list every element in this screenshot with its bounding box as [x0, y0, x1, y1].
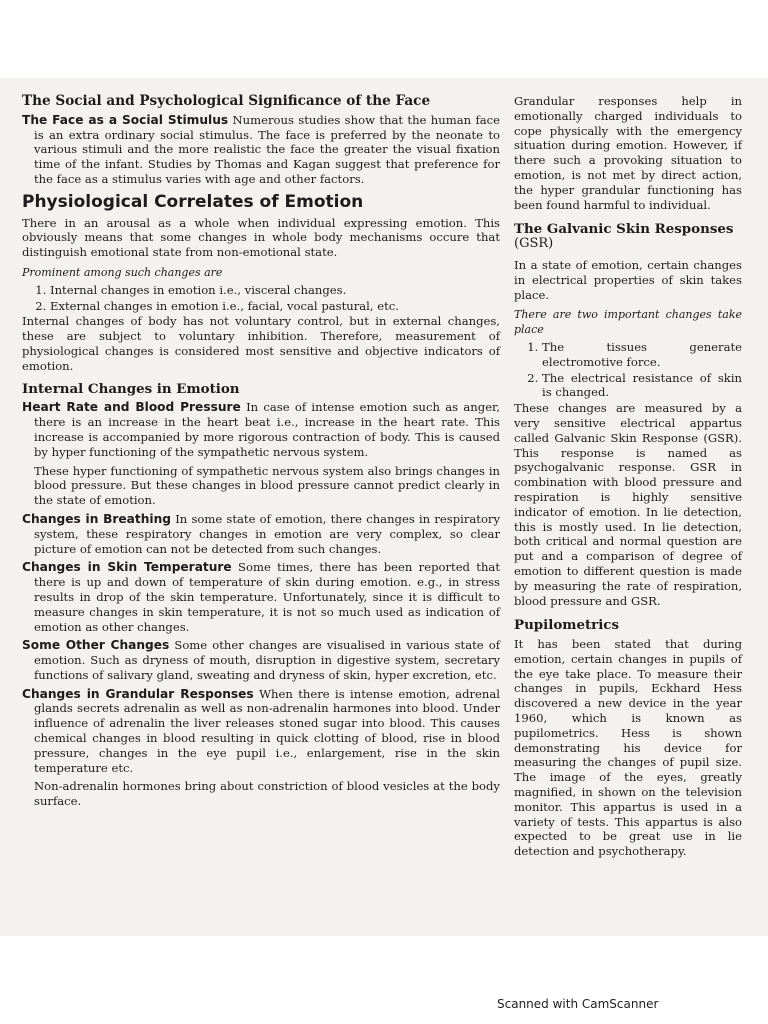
paragraph-heart-rate: [22, 400, 500, 459]
heading-galvanic-skin: The Galvanic Skin Responses: [514, 221, 734, 238]
gsr-changes-label: There are two important changes take place: [514, 308, 742, 337]
text-skin-temperature: Some times, there has been reported that there is up and down of temperature of skin during emotion. e.g., in stress results in drop of the skin temperature. Unfortunately, since it is difficult to measure changes in skin temperature, it is not so much used as indication of emotion as other changes.: [34, 560, 501, 634]
prominent-changes-label: Prominent among such changes are: [22, 265, 223, 279]
heading-social-significance: The Social and Psychological Significance of the Face: [22, 93, 431, 109]
paragraph-face-stimulus: [22, 113, 500, 187]
heading-gsr-abbrev: (GSR): [514, 236, 554, 252]
list-item: 2. External changes in emotion i.e., facial, vocal pastural, etc.: [50, 299, 500, 314]
heading-physiological-correlates: Physiological Correlates of Emotion: [22, 191, 364, 212]
runin-heart-rate: Heart Rate and Blood Pressure: [22, 400, 241, 415]
list-item: 2. The electrical resistance of skin is changed.: [542, 371, 742, 401]
paragraph-grandular-continued: Grandular responses help in emotionally charged individuals to cope physically with the emergency situation during emotion. However, if there such a provoking situation to emotion, is not met by direct action, the hyper grandular functioning has been found harmful to individual.: [514, 94, 742, 212]
paragraph-grandular-responses: [22, 687, 500, 776]
heading-internal-changes: Internal Changes in Emotion: [22, 380, 240, 397]
paragraph-other-changes: [22, 638, 500, 682]
paragraph-gsr-intro: In a state of emotion, certain changes in electrical properties of skin takes place.: [514, 257, 742, 302]
left-column: [22, 94, 500, 813]
runin-breathing: Changes in Breathing: [22, 511, 171, 526]
paragraph-gsr-measurement: These changes are measured by a very sensitive electrical appartus called Galvanic Skin Response (GSR). This response is named as psychogalvanic response. GSR in combination with blood pressure and respiration is highly sensitive indicator of emotion. In lie detection, this is mostly used. In lie detection, both critical and normal question are put and a comparison of degree of emotion to different question is made by measuring the rate of respiration, blood pressure and GSR.: [514, 401, 742, 608]
changes-list: [22, 283, 500, 314]
runin-other-changes: Some Other Changes: [22, 638, 170, 653]
paragraph-skin-temperature: [22, 560, 500, 634]
paragraph-blood-pressure: These hyper functioning of sympathetic nervous system also brings changes in blood pressure. But these changes in blood pressure cannot predict clearly in the state of emotion.: [34, 463, 500, 508]
runin-skin-temperature: Changes in Skin Temperature: [22, 560, 232, 575]
right-column: [514, 94, 742, 861]
runin-face-stimulus: The Face as a Social Stimulus: [22, 112, 229, 127]
text-grandular-responses: When there is intense emotion, adrenal glands secrets adrenalin as well as non-adrenalin harmones into blood. Under influence of adrenalin the liver releases stoned sugar into blood. This causes chemical changes in blood resulting in quick clotting of blood, rise in blood pressure, changes in the eye pupil i.e., enlargement, rise in the skin temperature etc.: [34, 686, 500, 775]
text-other-changes: Some other changes are visualised in various state of emotion. Such as dryness of mouth, disruption in digestive system, secretary functions of salivary gland, sweating and dryness of skin, hyper excretion, etc.: [34, 638, 500, 682]
paragraph-non-adrenalin: Non-adrenalin hormones bring about constriction of blood vesicles at the body surface.: [34, 779, 500, 809]
list-item: 1. The tissues generate electromotive force.: [542, 340, 742, 370]
camscanner-watermark: Scanned with CamScanner: [497, 997, 659, 1011]
text-heart-rate: In case of intense emotion such as anger, there is an increase in the heart beat i.e., increase in the heart rate. This increase is accompanied by more rigorous contraction of body. This is caused by hyper functioning of the sympathetic nervous system.: [34, 400, 501, 459]
gsr-changes-list: [514, 340, 742, 400]
heading-pupilometrics: Pupilometrics: [514, 617, 619, 634]
runin-grandular-responses: Changes in Grandular Responses: [22, 686, 254, 701]
text-breathing: In some state of emotion, there changes in respiratory system, these respiratory changes in emotion are very complex, so clear picture of emotion can not be detected from such changes.: [34, 511, 501, 556]
paragraph-pupilometrics: It has been stated that during emotion, certain changes in pupils of the eye take place. To measure their changes in pupils, Eckhard Hess discovered a new device in the year 1960, which is known as pupilometrics. Hess is shown demonstrating his device for measuring the changes of pupil size. The image of the eyes, greatly magnified, in shown on the television monitor. This appartus is used in a variety of tests. This appartus is also expected to be great use in lie detection and psychotherapy.: [514, 637, 742, 859]
paragraph-internal-external: Internal changes of body has not voluntary control, but in external changes, these are subject to voluntary inhibition. Therefore, measurement of physiological changes is considered most sensitive and objective indicators of emotion.: [22, 314, 500, 373]
list-item: 1. Internal changes in emotion i.e., visceral changes.: [50, 283, 500, 298]
paragraph-arousal: There in an arousal as a whole when individual expressing emotion. This obviously means that some changes in whole body mechanisms occure that distinguish emotional state from non-emotional state.: [22, 215, 500, 260]
text-face-stimulus: Numerous studies show that the human face is an extra ordinary social stimulus. The face is preferred by the neonate to various stimuli and the more realistic the face the greater the visual fixation time of the infant. Studies by Thomas and Kagan suggest that preference for the face as a stimulus varies with age and other factors.: [34, 112, 501, 186]
paragraph-breathing: [22, 512, 500, 556]
